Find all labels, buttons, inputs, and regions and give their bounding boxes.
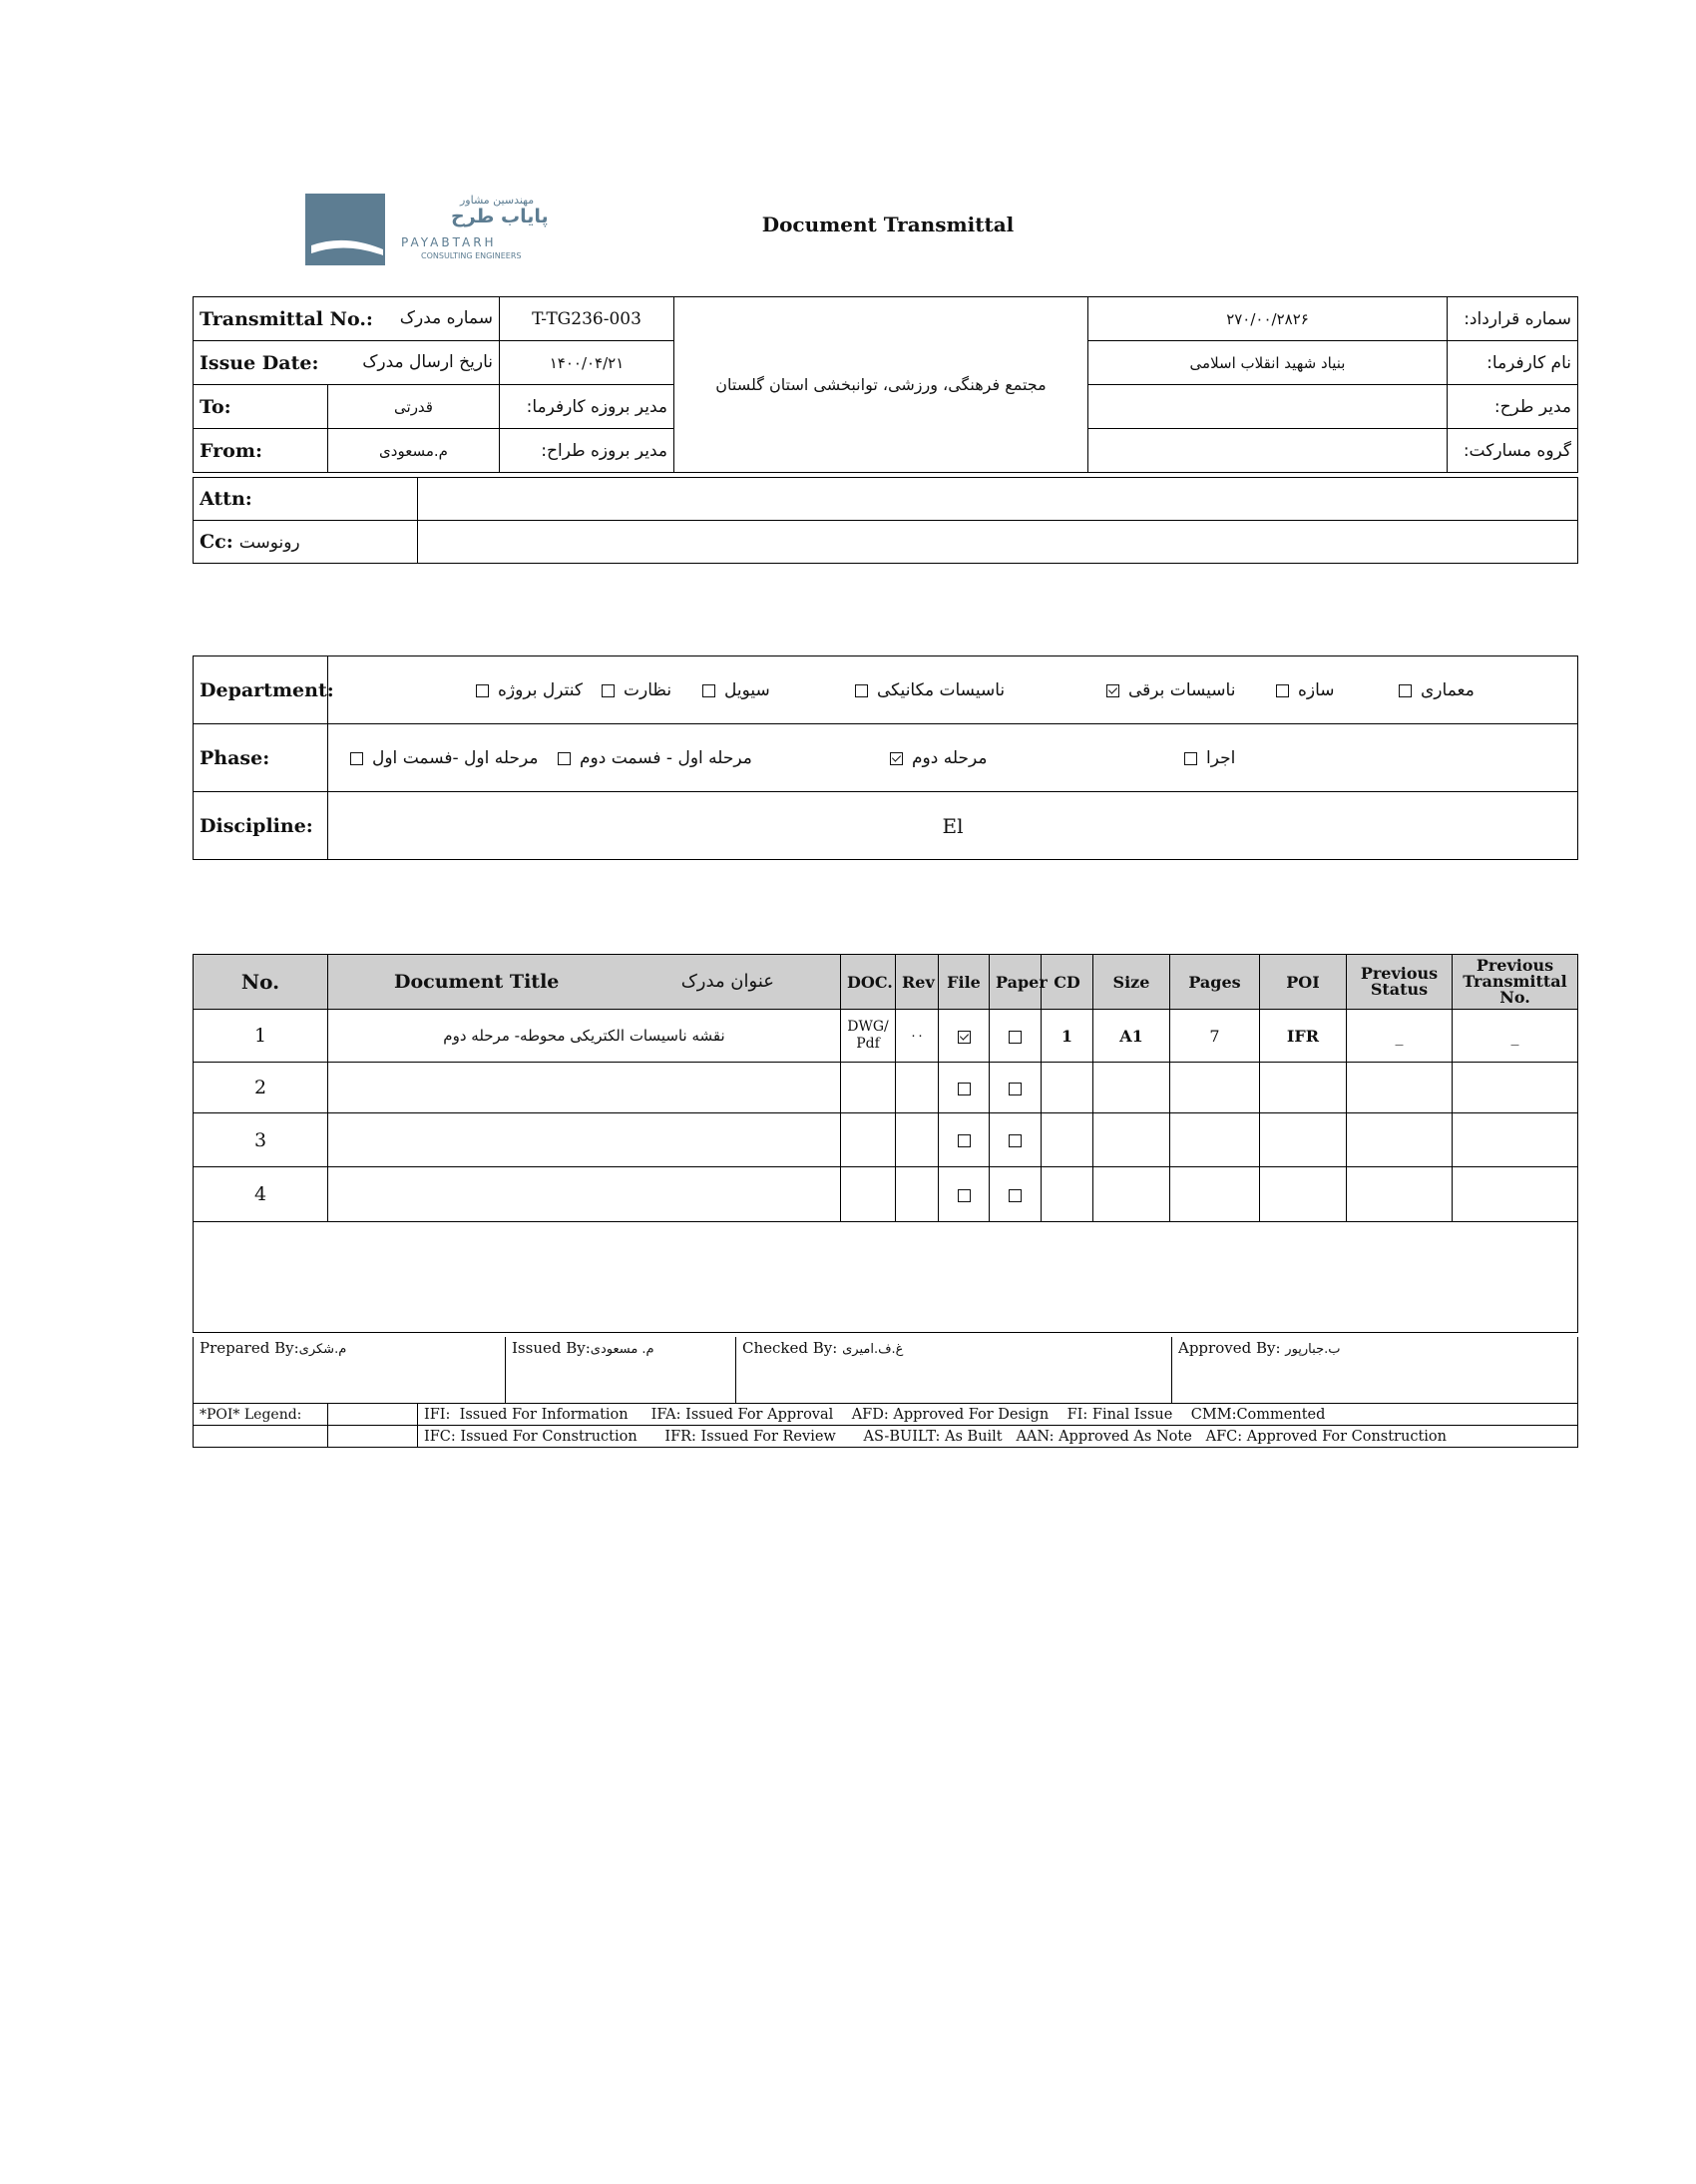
row-no: 1 xyxy=(194,1010,328,1063)
dept-label-4: سیویل xyxy=(724,680,770,700)
row-prev-status xyxy=(1347,1063,1453,1113)
from-role-label: مدیر بروزه طراح: xyxy=(500,429,674,473)
col-prev-transmittal: Previous Transmittal No. xyxy=(1453,955,1578,1010)
col-pages: Pages xyxy=(1170,955,1260,1010)
row-file xyxy=(939,1167,990,1222)
phase-label-2: مرحله اول - فسمت دوم xyxy=(580,748,752,768)
row-poi: IFR xyxy=(1260,1010,1347,1063)
classification-table xyxy=(193,655,1578,860)
dept-checkbox-1[interactable] xyxy=(1276,684,1289,697)
logo-mark-icon xyxy=(305,194,385,265)
issue-date-cell xyxy=(194,341,500,385)
col-rev: Rev xyxy=(896,955,939,1010)
row-poi xyxy=(1260,1113,1347,1167)
legend-spacer-2 xyxy=(328,1426,418,1448)
cc-cell xyxy=(194,521,418,564)
transmittal-no-value: T-TG236-003 xyxy=(500,297,674,341)
poi-legend-label: *POI* Legend: xyxy=(194,1404,328,1426)
logo-en-name: PAYABTARH xyxy=(401,235,497,249)
transmittal-no-label-fa: سماره مدرک xyxy=(399,307,493,328)
phase-checkbox-2[interactable] xyxy=(558,752,571,765)
transmittal-no-label: Transmittal No.: xyxy=(200,307,373,330)
dept-checkbox-0[interactable] xyxy=(1399,684,1412,697)
dept-option-4[interactable] xyxy=(702,656,770,724)
dept-label-6: کنترل بروژه xyxy=(498,680,583,700)
prepared-by-cell xyxy=(194,1337,506,1404)
col-title: Document Title xyxy=(394,971,560,993)
documents-header-row xyxy=(194,955,1578,1010)
approved-by-label: Approved By: xyxy=(1178,1339,1281,1357)
row-size: A1 xyxy=(1093,1010,1170,1063)
file-checkbox[interactable] xyxy=(958,1031,971,1044)
phase-options xyxy=(328,724,1578,792)
page-title: Document Transmittal xyxy=(761,213,1015,236)
attn-label: Attn: xyxy=(194,478,418,521)
to-label: To: xyxy=(194,385,328,429)
logo-fa-sub: مهندسین مشاور xyxy=(460,194,535,207)
row-prev-status xyxy=(1347,1167,1453,1222)
legend-blank xyxy=(194,1426,328,1448)
row-cd: 1 xyxy=(1042,1010,1093,1063)
row-prev-transmittal xyxy=(1453,1063,1578,1113)
row-doc xyxy=(841,1063,896,1113)
row-title xyxy=(328,1063,841,1113)
row-pages xyxy=(1170,1113,1260,1167)
company-logo xyxy=(305,192,565,266)
col-no: No. xyxy=(194,955,328,1010)
partnership-label: گروه مسارکت: xyxy=(1448,429,1578,473)
row-poi xyxy=(1260,1167,1347,1222)
paper-checkbox[interactable] xyxy=(1009,1083,1022,1095)
row-prev-status xyxy=(1347,1113,1453,1167)
project-title: مجتمع فرهنگی، ورزشی، توانبخشی استان گلستان xyxy=(674,297,1088,473)
row-prev-status: _ xyxy=(1347,1010,1453,1063)
phase-option-2[interactable] xyxy=(558,724,752,792)
from-label: From: xyxy=(194,429,328,473)
dept-checkbox-5[interactable] xyxy=(602,684,615,697)
table-row xyxy=(194,1010,1578,1063)
phase-checkbox-3[interactable] xyxy=(350,752,363,765)
remarks-area xyxy=(194,1222,1578,1333)
row-size xyxy=(1093,1113,1170,1167)
table-row xyxy=(194,1063,1578,1113)
paper-checkbox[interactable] xyxy=(1009,1189,1022,1202)
dept-option-0[interactable] xyxy=(1399,656,1475,724)
col-doc: DOC. xyxy=(841,955,896,1010)
row-rev xyxy=(896,1113,939,1167)
logo-fa-name: پایاب طرح xyxy=(451,206,549,227)
signatures-table xyxy=(193,1337,1578,1404)
row-cd xyxy=(1042,1167,1093,1222)
plan-manager-label: مدیر طرح: xyxy=(1448,385,1578,429)
row-no: 4 xyxy=(194,1167,328,1222)
table-row xyxy=(194,1113,1578,1167)
checked-by-label: Checked By: xyxy=(742,1339,838,1357)
row-paper xyxy=(990,1113,1042,1167)
row-pages xyxy=(1170,1167,1260,1222)
row-title xyxy=(328,1113,841,1167)
issue-date-value: ۱۴۰۰/۰۴/۲۱ xyxy=(500,341,674,385)
row-doc xyxy=(841,1167,896,1222)
cc-value xyxy=(418,521,1578,564)
row-pages: 7 xyxy=(1170,1010,1260,1063)
row-doc xyxy=(841,1113,896,1167)
row-doc: DWG/ Pdf xyxy=(841,1010,896,1063)
from-value: م.مسعودی xyxy=(328,429,500,473)
col-title-cell xyxy=(328,955,841,1010)
department-options xyxy=(328,656,1578,724)
row-file xyxy=(939,1063,990,1113)
row-prev-transmittal xyxy=(1453,1113,1578,1167)
dept-checkbox-6[interactable] xyxy=(476,684,489,697)
phase-option-3[interactable] xyxy=(350,724,538,792)
discipline-label: Discipline: xyxy=(194,792,328,860)
employer-label: نام کارفرما: xyxy=(1448,341,1578,385)
poi-legend-line-2: IFC: Issued For Construction IFR: Issued For Review AS-BUILT: As Built AAN: Approved As Note AFC: Approved For Construction xyxy=(418,1426,1578,1448)
row-size xyxy=(1093,1063,1170,1113)
prepared-by-value: م.شکری xyxy=(298,1342,347,1357)
logo-tagline: CONSULTING ENGINEERS xyxy=(421,251,522,260)
phase-label-0: اجرا xyxy=(1206,748,1236,768)
col-file: File xyxy=(939,955,990,1010)
row-rev: ۰۰ xyxy=(896,1010,939,1063)
row-paper xyxy=(990,1010,1042,1063)
attn-cc-table xyxy=(193,477,1578,564)
discipline-value: El xyxy=(328,792,1578,860)
approved-by-value: ب.جبارپور xyxy=(1285,1342,1341,1357)
issue-date-label: Issue Date: xyxy=(200,351,319,374)
phase-label: Phase: xyxy=(194,724,328,792)
dept-option-3[interactable] xyxy=(855,656,1005,724)
row-paper xyxy=(990,1167,1042,1222)
col-prev-status: Previous Status xyxy=(1347,955,1453,1010)
dept-option-1[interactable] xyxy=(1276,656,1335,724)
department-label: Department: xyxy=(194,656,328,724)
row-size xyxy=(1093,1167,1170,1222)
phase-label-1: مرحله دوم xyxy=(912,748,988,768)
to-role-label: مدیر بروزه کارفرما: xyxy=(500,385,674,429)
remarks-row xyxy=(194,1222,1578,1333)
dept-label-3: ناسیسات مکانیکی xyxy=(877,680,1006,700)
documents-table xyxy=(193,954,1578,1333)
transmittal-no-cell xyxy=(194,297,500,341)
dept-checkbox-3[interactable] xyxy=(855,684,868,697)
plan-manager-value xyxy=(1088,385,1448,429)
row-no: 3 xyxy=(194,1113,328,1167)
checked-by-cell xyxy=(736,1337,1172,1404)
dept-checkbox-4[interactable] xyxy=(702,684,715,697)
attn-value xyxy=(418,478,1578,521)
contract-no-label: سماره قرارداد: xyxy=(1448,297,1578,341)
col-size: Size xyxy=(1093,955,1170,1010)
checked-by-value: غ.ف.امیری xyxy=(842,1342,904,1357)
row-rev xyxy=(896,1167,939,1222)
contract-no-value: ۲۷۰/۰۰/۲۸۲۶ xyxy=(1088,297,1448,341)
col-title-fa: عنوان مدرک xyxy=(680,971,774,992)
row-title: نقشه ناسیسات الکتریکی محوطه- مرحله دوم xyxy=(328,1010,841,1063)
transmittal-header-table xyxy=(193,296,1578,473)
paper-checkbox[interactable] xyxy=(1009,1031,1022,1044)
row-paper xyxy=(990,1063,1042,1113)
cc-label-fa: رونوست xyxy=(238,533,300,553)
dept-option-6[interactable] xyxy=(476,656,583,724)
row-no: 2 xyxy=(194,1063,328,1113)
row-file xyxy=(939,1010,990,1063)
issued-by-label: Issued By: xyxy=(512,1339,591,1357)
phase-label-3: مرحله اول -فسمت اول xyxy=(372,748,539,768)
phase-checkbox-1[interactable] xyxy=(890,752,903,765)
partnership-value xyxy=(1088,429,1448,473)
poi-legend-line-1: IFI: Issued For Information IFA: Issued For Approval AFD: Approved For Design FI: Final Issue CMM:Commented xyxy=(418,1404,1578,1426)
dept-checkbox-2[interactable] xyxy=(1106,684,1119,697)
issue-date-label-fa: ناریخ ارسال مدرک xyxy=(362,351,493,372)
dept-label-5: نظارت xyxy=(624,680,672,700)
cc-label: Cc: xyxy=(200,531,233,553)
issued-by-cell xyxy=(506,1337,736,1404)
row-title xyxy=(328,1167,841,1222)
employer-value: بنیاد شهید انقلاب اسلامی xyxy=(1088,341,1448,385)
dept-label-2: ناسیسات برقی xyxy=(1128,680,1236,700)
poi-legend-table xyxy=(193,1403,1578,1448)
file-checkbox[interactable] xyxy=(958,1134,971,1147)
row-cd xyxy=(1042,1063,1093,1113)
row-cd xyxy=(1042,1113,1093,1167)
row-pages xyxy=(1170,1063,1260,1113)
row-file xyxy=(939,1113,990,1167)
phase-checkbox-0[interactable] xyxy=(1184,752,1197,765)
phase-option-1[interactable] xyxy=(890,724,987,792)
prepared-by-label: Prepared By: xyxy=(200,1339,299,1357)
col-poi: POI xyxy=(1260,955,1347,1010)
paper-checkbox[interactable] xyxy=(1009,1134,1022,1147)
legend-spacer xyxy=(328,1404,418,1426)
row-prev-transmittal xyxy=(1453,1167,1578,1222)
col-cd: CD xyxy=(1042,955,1093,1010)
row-poi xyxy=(1260,1063,1347,1113)
row-rev xyxy=(896,1063,939,1113)
file-checkbox[interactable] xyxy=(958,1189,971,1202)
dept-label-1: سازه xyxy=(1298,680,1335,700)
row-prev-transmittal: _ xyxy=(1453,1010,1578,1063)
approved-by-cell xyxy=(1172,1337,1578,1404)
table-row xyxy=(194,1167,1578,1222)
dept-option-5[interactable] xyxy=(602,656,671,724)
dept-label-0: معماری xyxy=(1421,680,1475,700)
to-value: قدرتی xyxy=(328,385,500,429)
phase-option-0[interactable] xyxy=(1184,724,1235,792)
dept-option-2[interactable] xyxy=(1106,656,1235,724)
file-checkbox[interactable] xyxy=(958,1083,971,1095)
issued-by-value: م. مسعودی xyxy=(590,1342,654,1357)
col-paper: Paper xyxy=(990,955,1042,1010)
